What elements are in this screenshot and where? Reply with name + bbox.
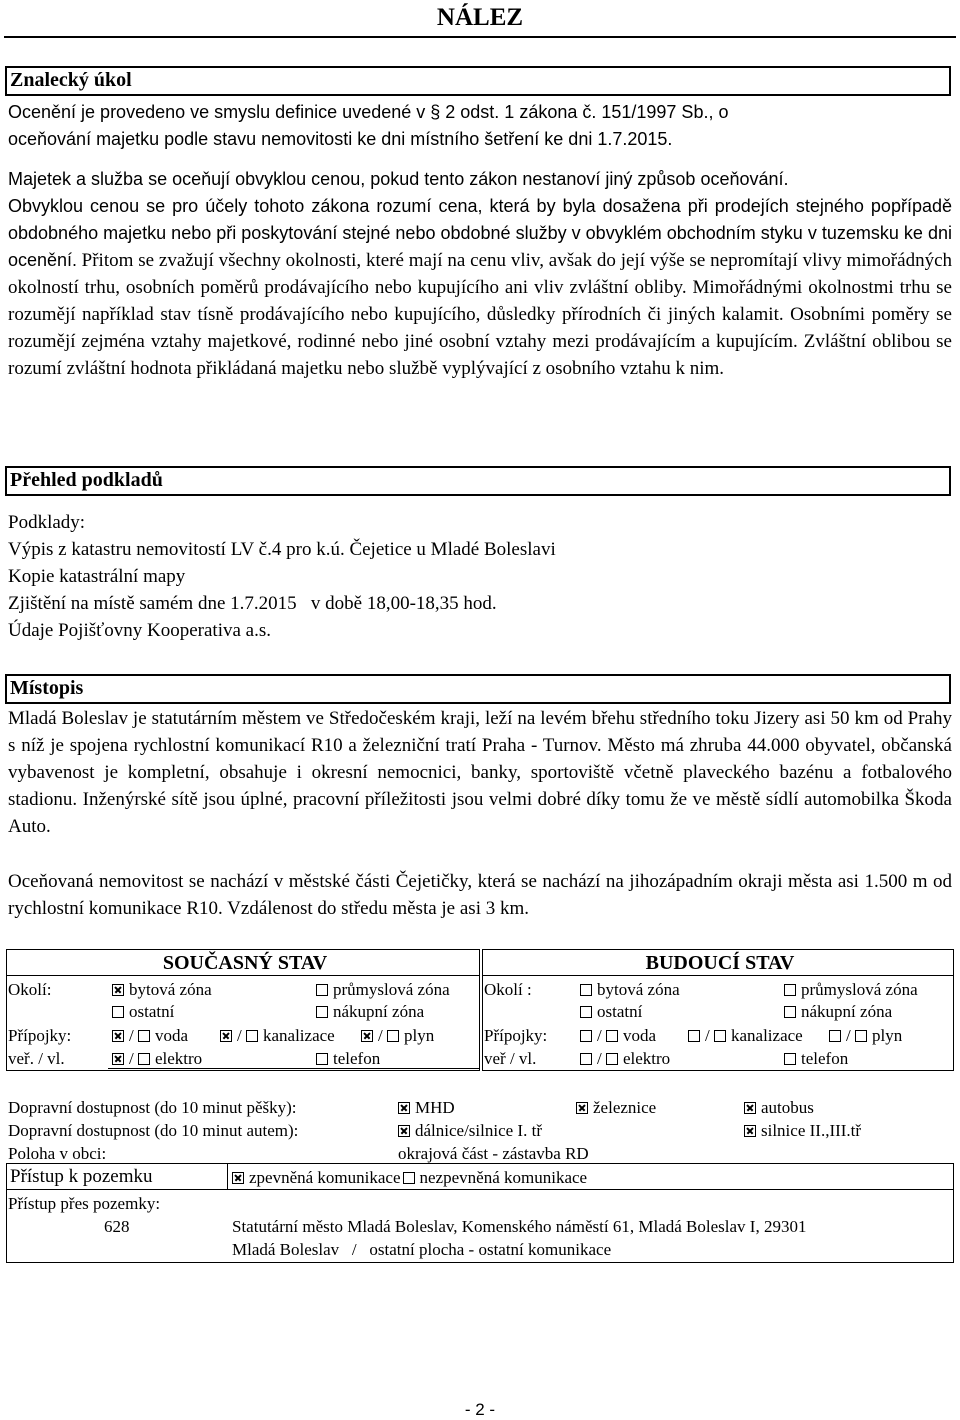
option-label: voda <box>622 1026 657 1045</box>
checkbox-empty-icon[interactable] <box>855 1030 867 1042</box>
checkbox-checked-icon[interactable] <box>398 1102 410 1114</box>
pristup-options <box>232 1166 587 1189</box>
page-title: NÁLEZ <box>436 4 524 31</box>
future-bytova <box>580 978 680 1001</box>
mistopis-p2: Oceňovaná nemovitost se nachází v městské části Čejetičky, která se nachází na jihozápadním okraji města asi 1.500 m od rychlostní komunikace R10. Vzdálenost do středu města je asi 3 km. <box>8 871 952 919</box>
option-label: MHD <box>415 1098 455 1117</box>
checkbox-empty-icon[interactable] <box>580 1053 592 1065</box>
current-nakupni <box>316 1000 424 1023</box>
future-state-title: BUDOUCÍ STAV <box>645 952 795 974</box>
option-label: ostatní <box>129 1002 175 1021</box>
option-label: průmyslová zóna <box>333 980 450 999</box>
checkbox-empty-icon[interactable] <box>606 1053 618 1065</box>
current-bottom-rule <box>108 1068 480 1069</box>
dalnice-option <box>398 1119 542 1142</box>
checkbox-checked-icon[interactable] <box>576 1102 588 1114</box>
option-label: plyn <box>871 1026 903 1045</box>
checkbox-checked-icon[interactable] <box>112 984 124 996</box>
current-state-title: SOUČASNÝ STAV <box>162 952 328 974</box>
poloha-label: Poloha v obci: <box>8 1144 107 1163</box>
znalecky-p1-line1: Ocenění je provedeno ve smyslu definice uvedené v § 2 odst. 1 zákona č. 151/1997 Sb., o <box>8 102 729 122</box>
checkbox-empty-icon[interactable] <box>606 1030 618 1042</box>
checkbox-empty-icon[interactable] <box>580 1030 592 1042</box>
current-bytova <box>112 978 212 1001</box>
current-ostatni <box>112 1000 174 1023</box>
option-label: zpevněná komunikace <box>249 1168 401 1187</box>
podklady-item: Výpis z katastru nemovitostí LV č.4 pro k.ú. Čejetice u Mladé Boleslavi <box>8 539 556 560</box>
option-label: elektro <box>622 1049 671 1068</box>
current-voda <box>112 1024 188 1047</box>
checkbox-checked-icon[interactable] <box>112 1030 124 1042</box>
podklady-item: Kopie katastrální mapy <box>8 566 186 587</box>
ver-vl-label: veř. / vl. <box>8 1049 65 1068</box>
owner-line1: Statutární město Mladá Boleslav, Komenského náměstí 61, Mladá Boleslav I, 29301 <box>232 1217 807 1236</box>
znalecky-p1-line2: oceňování majetku podle stavu nemovitosti ke dni místního šetření ke dni 1.7.2015. <box>8 129 673 149</box>
option-label: bytová zóna <box>597 980 680 999</box>
okoli-label: Okolí: <box>8 980 52 999</box>
checkbox-empty-icon[interactable] <box>784 1006 796 1018</box>
checkbox-empty-icon[interactable] <box>387 1030 399 1042</box>
future-ostatni <box>580 1000 642 1023</box>
okoli-label: Okolí : <box>484 980 532 999</box>
znalecky-p3-a: Obvyklou cenou se pro účely tohoto zákona rozumí cena, která by byla dosažena při prodejích stejného popřípadě obdobného majetku nebo při poskytování stejné nebo obdobné služby v obvyklém obchodním styku v tuzemsku ke dni ocenění. <box>8 196 952 270</box>
checkbox-checked-icon[interactable] <box>220 1030 232 1042</box>
podklady-label: Podklady: <box>8 512 86 533</box>
checkbox-checked-icon[interactable] <box>398 1125 410 1137</box>
section-heading-prehled-podkladu: Přehled podkladů <box>5 466 951 496</box>
checkbox-empty-icon[interactable] <box>112 1006 124 1018</box>
slash-separator: / <box>129 1049 134 1068</box>
future-nakupni <box>784 1000 892 1023</box>
pristup-label: Přístup k pozemku <box>10 1166 153 1187</box>
pripojky-label: Přípojky: <box>484 1026 548 1045</box>
current-elektro <box>112 1047 202 1070</box>
slash-separator: / <box>378 1026 383 1045</box>
option-label: autobus <box>761 1098 814 1117</box>
owner-line2: Mladá Boleslav / ostatní plocha - ostatní komunikace <box>232 1240 612 1259</box>
checkbox-empty-icon[interactable] <box>403 1172 415 1184</box>
checkbox-empty-icon[interactable] <box>246 1030 258 1042</box>
option-label: nezpevněná komunikace <box>419 1168 588 1187</box>
checkbox-empty-icon[interactable] <box>580 984 592 996</box>
checkbox-checked-icon[interactable] <box>232 1172 244 1184</box>
zeleznice-option <box>576 1096 656 1119</box>
pres-pozemky-label: Přístup přes pozemky: <box>8 1194 161 1213</box>
slash-separator: / <box>705 1026 710 1045</box>
current-header-divider <box>7 975 479 976</box>
option-label: kanalizace <box>262 1026 335 1045</box>
checkbox-empty-icon[interactable] <box>714 1030 726 1042</box>
checkbox-empty-icon[interactable] <box>316 1006 328 1018</box>
autobus-option <box>744 1096 814 1119</box>
future-elektro <box>580 1047 670 1070</box>
dostupnost-pesky-label: Dopravní dostupnost (do 10 minut pěšky): <box>8 1098 297 1117</box>
silnice-option <box>744 1119 861 1142</box>
option-label: bytová zóna <box>129 980 212 999</box>
slash-separator: / <box>597 1049 602 1068</box>
checkbox-empty-icon[interactable] <box>829 1030 841 1042</box>
option-label: nákupní zóna <box>333 1002 425 1021</box>
checkbox-checked-icon[interactable] <box>744 1125 756 1137</box>
checkbox-empty-icon[interactable] <box>580 1006 592 1018</box>
checkbox-empty-icon[interactable] <box>784 1053 796 1065</box>
page-number: - 2 - <box>464 1400 496 1419</box>
checkbox-empty-icon[interactable] <box>138 1030 150 1042</box>
checkbox-checked-icon[interactable] <box>361 1030 373 1042</box>
checkbox-checked-icon[interactable] <box>112 1053 124 1065</box>
checkbox-checked-icon[interactable] <box>744 1102 756 1114</box>
option-label: elektro <box>154 1049 203 1068</box>
current-plyn <box>361 1024 434 1047</box>
option-label: voda <box>154 1026 189 1045</box>
ver-vl-label: veř / vl. <box>484 1049 537 1068</box>
pristup-divider <box>7 1189 953 1190</box>
checkbox-empty-icon[interactable] <box>316 1053 328 1065</box>
future-telefon <box>784 1047 848 1070</box>
option-label: telefon <box>333 1049 381 1068</box>
option-label: železnice <box>593 1098 657 1117</box>
podklady-item: Zjištění na místě samém dne 1.7.2015 v době 18,00-18,35 hod. <box>8 593 497 614</box>
slash-separator: / <box>597 1026 602 1045</box>
current-telefon <box>316 1047 380 1070</box>
option-label: silnice II.,III.tř <box>761 1121 862 1140</box>
future-prumyslova <box>784 978 918 1001</box>
future-voda <box>580 1024 656 1047</box>
parcela-number: 628 <box>104 1217 130 1236</box>
poloha-value: okrajová část - zástavba RD <box>398 1144 589 1163</box>
option-label: nákupní zóna <box>801 1002 893 1021</box>
pristup-col-divider <box>227 1164 228 1189</box>
checkbox-empty-icon[interactable] <box>784 984 796 996</box>
option-label: průmyslová zóna <box>801 980 918 999</box>
current-prumyslova <box>316 978 450 1001</box>
current-kanalizace <box>220 1024 335 1047</box>
option-label: plyn <box>403 1026 435 1045</box>
znalecky-p3 <box>8 193 952 382</box>
pripojky-label: Přípojky: <box>8 1026 72 1045</box>
future-header-divider <box>483 975 953 976</box>
section-heading-znalecky-ukol: Znalecký úkol <box>5 66 951 96</box>
option-label: ostatní <box>597 1002 643 1021</box>
option-label: telefon <box>801 1049 849 1068</box>
mhd-option <box>398 1096 455 1119</box>
future-plyn <box>829 1024 902 1047</box>
slash-separator: / <box>846 1026 851 1045</box>
checkbox-empty-icon[interactable] <box>138 1053 150 1065</box>
title-divider <box>4 36 956 38</box>
option-label: dálnice/silnice I. tř <box>415 1121 542 1140</box>
dostupnost-autem-label: Dopravní dostupnost (do 10 minut autem): <box>8 1121 299 1140</box>
checkbox-empty-icon[interactable] <box>688 1030 700 1042</box>
slash-separator: / <box>237 1026 242 1045</box>
option-label: kanalizace <box>730 1026 803 1045</box>
podklady-item: Údaje Pojišťovny Kooperativa a.s. <box>8 620 271 641</box>
znalecky-p2: Majetek a služba se oceňují obvyklou cenou, pokud tento zákon nestanoví jiný způsob oceňování. <box>8 169 789 189</box>
mistopis-p1: Mladá Boleslav je statutárním městem ve Středočeském kraji, leží na levém břehu středního toku Jizery asi 50 km od Prahy s níž je spojena rychlostní komunikací R10 a železniční tratí Praha - Turnov. Město má zhruba 44.000 obyvatel, občanská vybavenost je kompletní, obsahuje i okresní nemocnici, banky, sportoviště včetně plaveckého bazénu a fotbalového stadionu. Inženýrské sítě jsou úplné, pracovní příležitosti jsou velmi dobré díky tomu že ve městě sídlí automobilka Škoda Auto. <box>8 708 952 837</box>
znalecky-p3-b: Přitom se zvažují všechny okolnosti, které mají na cenu vliv, avšak do její výše se nepromítají vlivy mimořádných okolností trhu, osobních poměrů prodávajícího nebo kupujícího ani vliv zvláštní obliby. Mimořádnými okolnostmi trhu se rozumějí například stav tísně prodávajícího nebo kupujícího, důsledky přírodních či jiných kalamit. Osobními poměry se rozumějí zejména vztahy majetkové, rodinné nebo jiné osobní vztahy mezi prodávajícím a kupujícím. Zvláštní oblibou se rozumí zvláštní hodnota přikládaná majetku nebo službě vyplývající z osobního vztahu k nim. <box>8 250 952 379</box>
section-heading-mistopis: Místopis <box>5 674 951 704</box>
checkbox-empty-icon[interactable] <box>316 984 328 996</box>
future-kanalizace <box>688 1024 803 1047</box>
slash-separator: / <box>129 1026 134 1045</box>
